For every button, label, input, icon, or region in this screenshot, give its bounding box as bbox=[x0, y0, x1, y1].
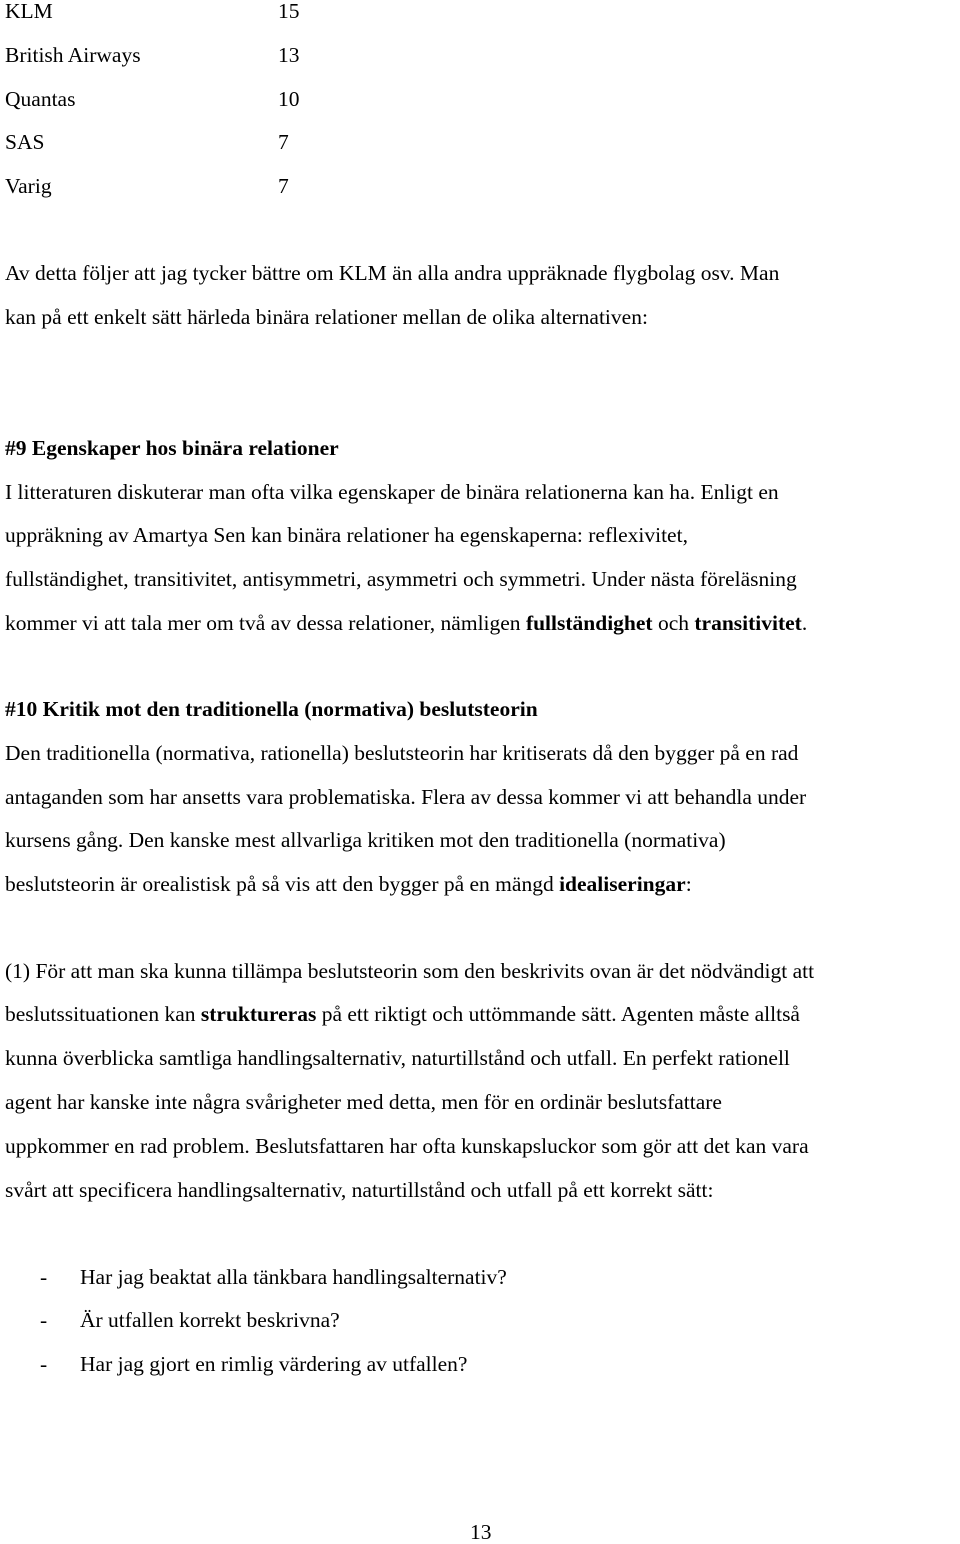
airline-name: Quantas bbox=[5, 87, 76, 111]
text-run: : bbox=[685, 872, 692, 896]
paragraph-line: agent har kanske inte några svårigheter med detta, men för en ordinär beslutsfattare bbox=[5, 1090, 722, 1114]
page-number: 13 bbox=[470, 1520, 492, 1544]
paragraph-line: uppkommer en rad problem. Beslutsfattaren har ofta kunskapsluckor som gör att det kan vara bbox=[5, 1134, 809, 1158]
paragraph-line bbox=[5, 874, 692, 896]
list-item: Är utfallen korrekt beskrivna? bbox=[80, 1308, 340, 1332]
text-run: och bbox=[652, 611, 695, 635]
airline-score: 10 bbox=[278, 87, 300, 111]
list-dash: - bbox=[40, 1265, 48, 1289]
airline-name: British Airways bbox=[5, 43, 141, 67]
list-dash: - bbox=[40, 1308, 48, 1332]
paragraph-line: kursens gång. Den kanske mest allvarliga kritiken mot den traditionella (normativa) bbox=[5, 828, 726, 852]
bold-term: fullständighet bbox=[525, 611, 653, 635]
paragraph-line bbox=[5, 1004, 800, 1026]
text-run: . bbox=[801, 611, 808, 635]
section-heading: #9 Egenskaper hos binära relationer bbox=[5, 436, 339, 460]
bold-term: struktureras bbox=[200, 1002, 317, 1026]
airline-name: Varig bbox=[5, 174, 52, 198]
paragraph-line: fullständighet, transitivitet, antisymmetri, asymmetri och symmetri. Under nästa föreläsning bbox=[5, 567, 797, 591]
list-item: Har jag beaktat alla tänkbara handlingsalternativ? bbox=[80, 1265, 507, 1289]
paragraph-line: antaganden som har ansetts vara problematiska. Flera av dessa kommer vi att behandla under bbox=[5, 785, 807, 809]
airline-score: 7 bbox=[278, 174, 289, 198]
paragraph-line: Av detta följer att jag tycker bättre om KLM än alla andra uppräknade flygbolag osv. Man bbox=[5, 261, 780, 285]
airline-score: 7 bbox=[278, 130, 289, 154]
list-dash: - bbox=[40, 1352, 48, 1376]
paragraph-line: uppräkning av Amartya Sen kan binära relationer ha egenskaperna: reflexivitet, bbox=[5, 523, 688, 547]
list-item: Har jag gjort en rimlig värdering av utfallen? bbox=[80, 1352, 468, 1376]
bold-term: idealiseringar bbox=[559, 872, 686, 896]
paragraph-line: I litteraturen diskuterar man ofta vilka egenskaper de binära relationerna kan ha. Enligt en bbox=[5, 480, 779, 504]
paragraph-line: Den traditionella (normativa, rationella) beslutsteorin har kritiserats då den bygger på en rad bbox=[5, 741, 799, 765]
paragraph-line: svårt att specificera handlingsalternativ, naturtillstånd och utfall på ett korrekt sätt: bbox=[5, 1178, 714, 1202]
airline-score: 13 bbox=[278, 43, 300, 67]
paragraph-line: kan på ett enkelt sätt härleda binära relationer mellan de olika alternativen: bbox=[5, 305, 648, 329]
paragraph-line: kunna överblicka samtliga handlingsalternativ, naturtillstånd och utfall. En perfekt rationell bbox=[5, 1046, 790, 1070]
bold-term: transitivitet bbox=[694, 611, 802, 635]
airline-name: SAS bbox=[5, 130, 45, 154]
airline-name: KLM bbox=[5, 0, 53, 23]
paragraph-line: (1) För att man ska kunna tillämpa beslutsteorin som den beskrivits ovan är det nödvändigt att bbox=[5, 959, 815, 983]
text-run: beslutsteorin är orealistisk på så vis att den bygger på en mängd bbox=[5, 872, 560, 896]
text-run: på ett riktigt och uttömmande sätt. Agenten måste alltså bbox=[316, 1002, 800, 1026]
airline-score: 15 bbox=[278, 0, 300, 23]
section-heading: #10 Kritik mot den traditionella (normativa) beslutsteorin bbox=[5, 697, 538, 721]
paragraph-line bbox=[5, 613, 807, 635]
text-run: kommer vi att tala mer om två av dessa relationer, nämligen bbox=[5, 611, 526, 635]
text-run: beslutssituationen kan bbox=[5, 1002, 201, 1026]
